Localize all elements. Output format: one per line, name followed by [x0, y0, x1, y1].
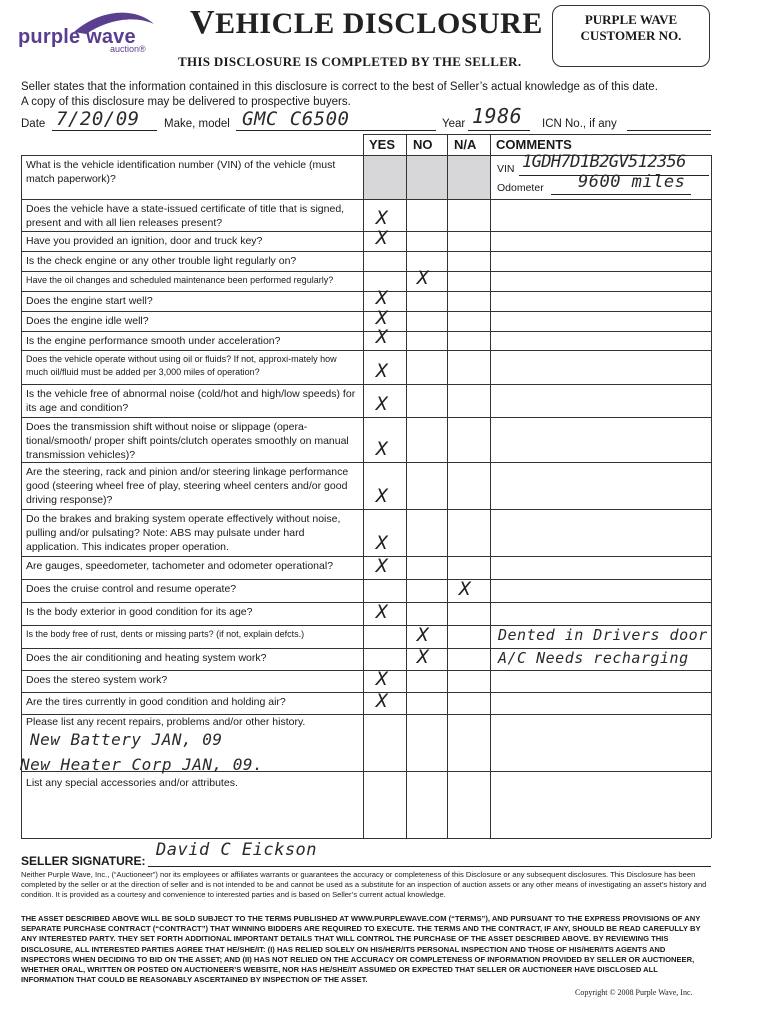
vin-label: VIN: [497, 163, 515, 175]
yes-checkmark[interactable]: X: [376, 307, 388, 329]
make-line: [236, 130, 436, 131]
repairs-label: Please list any recent repairs, problems and/or other history.: [26, 716, 306, 728]
title-initial: V: [190, 4, 216, 41]
header-comments: COMMENTS: [496, 137, 572, 152]
question-text: Is the engine performance smooth under acceleration?: [26, 335, 281, 347]
yes-checkmark[interactable]: X: [376, 668, 388, 690]
vin-shaded-cells: [363, 155, 490, 199]
date-label: Date: [21, 118, 46, 130]
table-column-line: [406, 134, 407, 838]
question-text: Have the oil changes and scheduled maintenance been performed regularly?: [26, 275, 334, 285]
page-title: [190, 4, 543, 42]
table-row-line: [21, 384, 711, 385]
table-right-border: [711, 155, 712, 838]
question-text: Is the vehicle free of abnormal noise (cold/hot and high/low speeds) for its age and condition?: [26, 388, 356, 414]
question-text: Does the stereo system work?: [26, 674, 168, 686]
question-text: Does the transmission shift without noise or slippage (opera-tional/smooth/ proper shift points/clutch operates smoothly on manual transmission vehicles)?: [26, 421, 349, 461]
table-row-line: [21, 311, 711, 312]
customer-number-box: [552, 5, 710, 67]
yes-checkmark[interactable]: X: [376, 227, 388, 249]
year-value[interactable]: 1986: [472, 104, 523, 128]
no-checkmark[interactable]: X: [417, 646, 429, 668]
table-row-line: [21, 714, 711, 715]
disclaimer-text: Neither Purple Wave, Inc., (“Auctioneer”) nor its employees or affiliates warrants or guarantees the accuracy or completeness of this Disclosure or any subsequent disclosures. This Disclosure has been completed by the seller or at the direction of seller and is not intended to be and cannot be used as a substitute for an inspection of auction assets or any other means of investigating an asset’s history and condition. It is provided as a courtesy and convenience to interested parties and is based on Seller’s current actual knowledge.: [21, 870, 707, 900]
terms-text: THE ASSET DESCRIBED ABOVE WILL BE SOLD SUBJECT TO THE TERMS PUBLISHED AT WWW.PURPLEWAVE.COM (“TERMS”), AND PURSUANT TO THE EXPRESS PROVISIONS OF ANY SEPARATE PURCHASE CONTRACT (“CONTRACT”) THAT WINNING BIDDERS ARE REQUIRED TO EXECUTE. THE TERMS AND THE CONTRACT, IF ANY, SHOULD BE READ CAREFULLY BY ANY INTERESTED PARTY. THEY SET FORTH ADDITIONAL IMPORTANT DETAILS THAT WILL CONTROL THE PURCHASE OF THE ASSET DESCRIBED ABOVE. BY REVIEWING THIS DISCLOSURE, ALL INTERESTED PARTIES AGREE THAT HE/SHE/IT: (I) HAS RELIED SOLELY ON HIS/HER/ITS PERSONAL INSPECTION AND THOSE OF HIS/HER/ITS AGENTS AND INSPECTORS WHEN DECIDING TO BID ON THE ASSET; AND (II) HAS NOT RELIED ON THE ACCURACY OR COMPLETENESS OF INFORMATION PROVIDED BY SELLER OR AUCTIONEER, WHETHER ORAL, WRITTEN OR POSTED ON AUCTIONEER’S WEBSITE, NOR HAS HE/SHE/IT ASSUMED OR EXPECTED THAT SELLER OR AUCTIONEER HAVE DISCLOSED ALL INFORMATION THAT COULD BE REASONABLY ASCERTAINED BY INSPECTION OF THE ASSET.: [21, 914, 701, 985]
intro-line2: A copy of this disclosure may be delivered to prospective buyers.: [21, 96, 351, 108]
question-text: What is the vehicle identification number (VIN) of the vehicle (must match paperwork)?: [26, 159, 336, 185]
question-text: Does the engine idle well?: [26, 315, 149, 327]
header-na: N/A: [454, 137, 477, 152]
make-label: Make, model: [164, 118, 230, 130]
table-row-line: [21, 692, 711, 693]
year-label: Year: [442, 118, 466, 130]
header-no: NO: [413, 137, 433, 152]
table-row-line: [21, 199, 711, 200]
logo-text: purple wave: [18, 26, 136, 48]
table-column-line: [363, 134, 364, 838]
make-value[interactable]: GMC C6500: [242, 108, 350, 130]
icn-label: ICN No., if any: [542, 118, 617, 130]
table-row-line: [21, 331, 711, 332]
customer-box-line1: PURPLE WAVE: [584, 12, 678, 27]
table-top-line: [363, 134, 711, 135]
yes-checkmark[interactable]: X: [376, 207, 388, 229]
yes-checkmark[interactable]: X: [376, 690, 388, 712]
no-checkmark[interactable]: X: [417, 267, 429, 289]
table-row-line: [21, 670, 711, 671]
yes-checkmark[interactable]: X: [376, 532, 388, 554]
question-text: Are the steering, rack and pinion and/or steering linkage performance good (steering wheel free of play, steering wheel centers and/or good driving response)?: [26, 466, 349, 506]
comment-text[interactable]: A/C Needs recharging: [498, 649, 689, 667]
intro-text: [21, 80, 721, 110]
question-text: Does the engine start well?: [26, 295, 153, 307]
question-text: Do the brakes and braking system operate effectively without noise, pulling and/or pulsating? Note: ABS may pulsate under hard application. This indicates proper operation.: [26, 513, 341, 553]
question-text: Have you provided an ignition, door and truck key?: [26, 235, 263, 247]
table-row-line: [21, 579, 711, 580]
table-bottom-line: [21, 838, 711, 839]
question-text: Does the vehicle have a state-issued certificate of title that is signed, present and with all lien releases present?: [26, 203, 345, 229]
customer-box-line2: CUSTOMER NO.: [580, 28, 682, 43]
table-column-line: [490, 134, 491, 838]
logo-subtext: auction®: [110, 44, 146, 54]
repairs-line2[interactable]: New Heater Corp JAN, 09.: [20, 755, 264, 774]
header-yes: YES: [369, 137, 396, 152]
table-column-line: [447, 134, 448, 838]
question-text: Is the check engine or any other trouble light regularly on?: [26, 255, 297, 267]
question-text: Does the vehicle operate without using oil or fluids? If not, approxi-mately how much oil/fluid must be added per 3,000 miles of operation?: [26, 354, 337, 377]
yes-checkmark[interactable]: X: [376, 393, 388, 415]
yes-checkmark[interactable]: X: [376, 555, 388, 577]
seller-signature-label: SELLER SIGNATURE:: [21, 854, 146, 868]
odometer-value[interactable]: 9600 miles: [578, 172, 686, 192]
signature-line: [148, 866, 711, 867]
yes-checkmark[interactable]: X: [376, 601, 388, 623]
odometer-label: Odometer: [497, 182, 544, 194]
question-text: Are gauges, speedometer, tachometer and odometer operational?: [26, 560, 334, 572]
intro-line1: Seller states that the information contained in this disclosure is correct to the best of Seller’s actual knowledge as of this date.: [21, 81, 658, 93]
table-row-line: [21, 350, 711, 351]
yes-checkmark[interactable]: X: [376, 438, 388, 460]
table-row-line: [21, 291, 711, 292]
table-row-line: [21, 251, 711, 252]
table-row-line: [21, 602, 711, 603]
year-line: [468, 130, 530, 131]
page-subtitle: THIS DISCLOSURE IS COMPLETED BY THE SELLER.: [178, 54, 522, 69]
vin-value[interactable]: 1GDH7D1B2GV512356: [522, 152, 686, 172]
yes-checkmark[interactable]: X: [376, 360, 388, 382]
yes-checkmark[interactable]: X: [376, 287, 388, 309]
question-text: Does the cruise control and resume operate?: [26, 583, 237, 595]
date-value[interactable]: 7/20/09: [56, 108, 140, 130]
question-text: Is the body free of rust, dents or missing parts? (if not, explain defcts.): [26, 629, 305, 639]
question-text: Does the air conditioning and heating system work?: [26, 652, 267, 664]
table-row-line: [21, 462, 711, 463]
seller-signature[interactable]: David C Eickson: [156, 840, 318, 860]
yes-checkmark[interactable]: X: [376, 326, 388, 348]
table-row-line: [21, 509, 711, 510]
na-checkmark[interactable]: X: [459, 578, 471, 600]
comment-text[interactable]: Dented in Drivers door: [498, 626, 708, 644]
table-row-line: [21, 231, 711, 232]
date-line: [52, 130, 157, 131]
table-row-line: [21, 556, 711, 557]
icn-line[interactable]: [627, 130, 711, 131]
question-text: Are the tires currently in good condition and holding air?: [26, 696, 286, 708]
question-text: Is the body exterior in good condition for its age?: [26, 606, 253, 618]
table-row-line: [21, 271, 711, 272]
accessories-label: List any special accessories and/or attributes.: [26, 777, 238, 789]
repairs-line1[interactable]: New Battery JAN, 09: [30, 730, 223, 749]
table-left-border: [21, 155, 22, 838]
title-rest: EHICLE DISCLOSURE: [215, 7, 543, 40]
no-checkmark[interactable]: X: [417, 624, 429, 646]
copyright-text: Copyright © 2008 Purple Wave, Inc.: [575, 988, 693, 997]
odometer-line: [551, 194, 691, 195]
yes-checkmark[interactable]: X: [376, 485, 388, 507]
table-row-line: [21, 417, 711, 418]
